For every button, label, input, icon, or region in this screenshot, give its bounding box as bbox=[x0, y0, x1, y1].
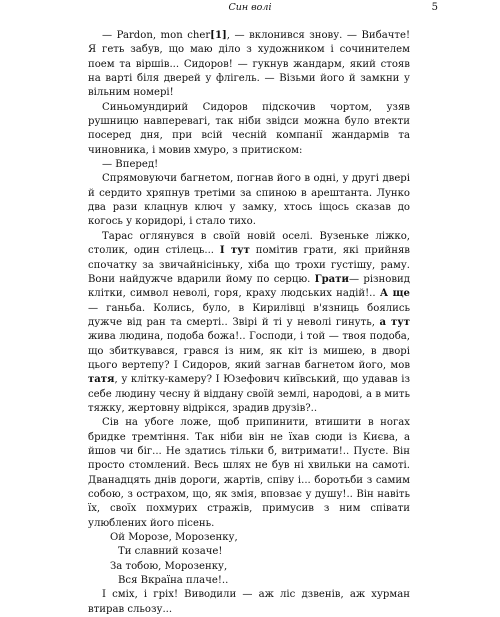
running-head bbox=[0, 2, 500, 16]
emphasis-3: А ще bbox=[379, 288, 410, 300]
verse-line: Вся Вкраїна плаче!.. bbox=[118, 575, 229, 587]
paragraph-5-text-f: жива людина, подоба божа!.. Господи, і той — твоя подоба, що збиткувався, грався із ним, як кіт із мишею, в дворі цього вертепу? І Сидоров, який загнав багнетом його, мов bbox=[88, 331, 410, 371]
paragraph-1-text-b: , — вклонився знову. — Вибачте! Я геть забув, що маю діло з художником і сочинителем поем та віршів... Сидоров! — гукнув жандарм, який стояв на варті біля дверей у флігель. — Візьми його й замкни у вільним номері! bbox=[88, 30, 411, 99]
footnote-ref[interactable]: [1] bbox=[210, 30, 227, 41]
paragraph-1-text-a: — Pardon, mon cher bbox=[102, 30, 211, 41]
page-number: 5 bbox=[431, 2, 438, 13]
verse-line: Ти славний козаче! bbox=[118, 546, 223, 558]
paragraph-4: Спрямовуючи багнетом, погнав його в одні, у другі двері й сердито хряпнув третіми за спиною в арештанта. Лунко два рази клацнув ключ у замку, хтось іщось сказав до когось у коридорі, і стало тихо. bbox=[88, 173, 410, 228]
paragraph-5-text-d: — різновид клітки, символ неволі, горя, краху людських надій!.. bbox=[88, 273, 410, 300]
song-verse bbox=[88, 531, 410, 588]
paragraph-7: І сміх, і гріх! Виводили — аж ліс дзвенів, аж хурман втирав сльозу... bbox=[88, 589, 410, 615]
paragraph-5-text-e: — ганьба. Колись, було, в Кирилівці в'язниць боялись дужче від ран та смерті.. Звірі й ті у неволі гинуть, bbox=[88, 302, 410, 328]
paragraph-5-text-g: , у клітку-камеру? І Юзефович київський, що удавав із себе людину чесну й відданy своїй землі, народові, а в мить тяжку, жертовну відрікся, зрадив друзів?.. bbox=[88, 374, 410, 414]
paragraph-5 bbox=[88, 230, 410, 416]
paragraph-2: Синьомундирий Сидоров підскочив чортом, узяв рушницю навперевагі, так ніби звідси можна було втекти посеред дня, при всій чесній компанії жандармів та чиновника, і мовив хмуро, з притиском: bbox=[88, 101, 410, 156]
paragraph-3: — Вперед! bbox=[102, 159, 159, 171]
paragraph-6: Сів на убоге ложе, щоб припинити, втишити в ногах бридке тремтіння. Так ніби він не їхав сюди із Києва, а йшов чи біг... Не здатись тільки б, витримати!.. Пусте. Він просто стомлений. Весь шлях не був ні хвильки на самоті. Дванадцять днів дороги, жартів, співу і... боротьби з самим собою, з острахом, що, як змія, вповзає у душу!.. Він навіть їх, своїх похмурих стражів, примусив з ним співати улюблених його пісень. bbox=[88, 417, 410, 529]
paragraph-5-text-a: Тарас оглянувся в своїй новій оселі. Вузенькe ліжко, столик, один стілець... bbox=[88, 230, 410, 257]
paragraph-5-text-c: помітив грати, які прийняв спочатку за звичайнісіньку, хіба що трохи густішу, раму. Вони найдужче вдарили йому по серцю. bbox=[88, 245, 410, 285]
verse-line: Ой Морозе, Морозенку, bbox=[110, 532, 238, 544]
running-title: Син волі bbox=[228, 2, 272, 13]
emphasis-5: татя bbox=[88, 374, 115, 386]
emphasis-2: Грати bbox=[314, 273, 349, 285]
paragraph-1 bbox=[88, 29, 410, 101]
verse-line: За тобою, Морозенку, bbox=[110, 560, 228, 572]
emphasis-4: а тут bbox=[379, 316, 410, 328]
body-text bbox=[88, 29, 410, 617]
emphasis-1: І тут bbox=[219, 245, 250, 257]
